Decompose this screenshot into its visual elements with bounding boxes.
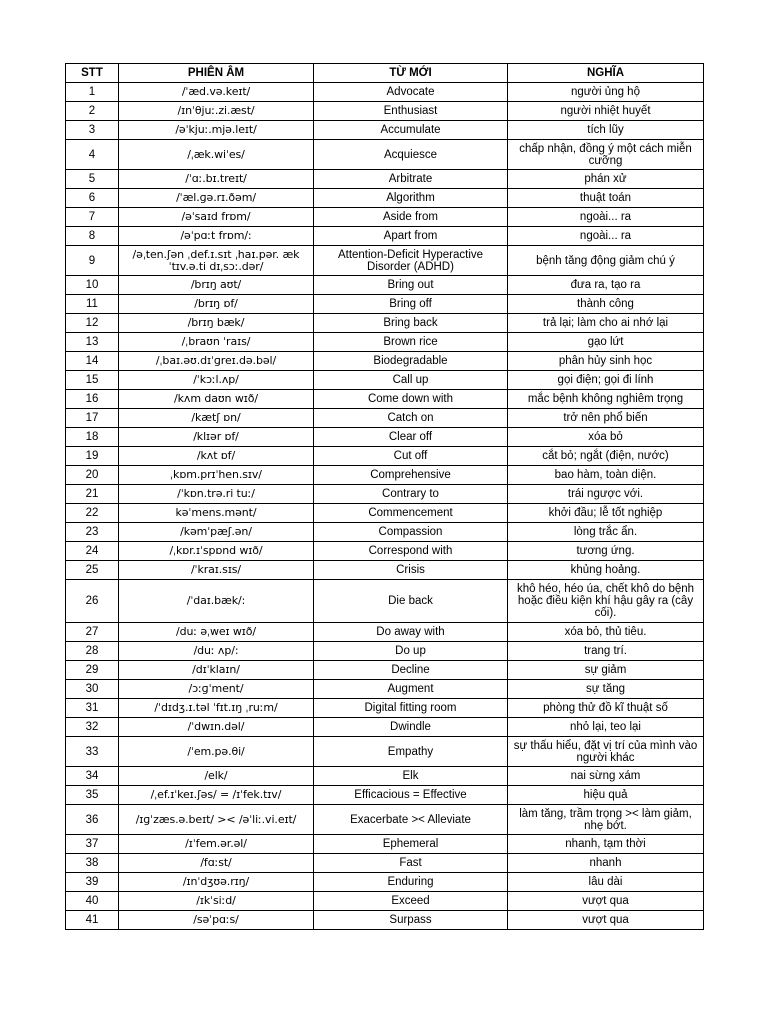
cell-meaning: sự thấu hiểu, đặt vị trí của mình vào người khác (508, 737, 704, 767)
cell-ipa: /elk/ (119, 767, 314, 786)
table-row (66, 295, 704, 314)
table-row (66, 409, 704, 428)
header-stt: STT (66, 64, 119, 83)
cell-ipa: /ɪkˈsiːd/ (119, 892, 314, 911)
cell-ipa: /ˈkɒn.trə.ri tuː/ (119, 485, 314, 504)
cell-ipa: /ˈdaɪ.bæk/: (119, 580, 314, 623)
cell-stt: 37 (66, 835, 119, 854)
cell-word: Accumulate (314, 121, 508, 140)
cell-ipa: /ˈdɪdʒ.ɪ.təl ˈfɪt.ɪŋ ˌruːm/ (119, 699, 314, 718)
table-row (66, 371, 704, 390)
cell-stt: 41 (66, 911, 119, 930)
table-row (66, 170, 704, 189)
cell-meaning: người nhiệt huyết (508, 102, 704, 121)
cell-word: Correspond with (314, 542, 508, 561)
table-row (66, 642, 704, 661)
cell-ipa: /duː əˌweɪ wɪð/ (119, 623, 314, 642)
cell-stt: 4 (66, 140, 119, 170)
cell-meaning: hiệu quả (508, 786, 704, 805)
cell-ipa: /əˈpɑːt frɒm/: (119, 227, 314, 246)
cell-word: Commencement (314, 504, 508, 523)
cell-stt: 23 (66, 523, 119, 542)
cell-meaning: gạo lứt (508, 333, 704, 352)
cell-stt: 16 (66, 390, 119, 409)
cell-ipa: /ɪnˈθjuː.zi.æst/ (119, 102, 314, 121)
cell-stt: 14 (66, 352, 119, 371)
cell-word: Decline (314, 661, 508, 680)
table-row (66, 718, 704, 737)
header-word: TỪ MỚI (314, 64, 508, 83)
cell-word: Acquiesce (314, 140, 508, 170)
cell-ipa: /brɪŋ bæk/ (119, 314, 314, 333)
cell-stt: 3 (66, 121, 119, 140)
cell-meaning: ngoài... ra (508, 227, 704, 246)
table-row (66, 227, 704, 246)
cell-meaning: thuật toán (508, 189, 704, 208)
cell-meaning: vượt qua (508, 892, 704, 911)
table-row (66, 352, 704, 371)
cell-word: Surpass (314, 911, 508, 930)
table-row (66, 485, 704, 504)
cell-word: Dwindle (314, 718, 508, 737)
cell-word: Crisis (314, 561, 508, 580)
cell-ipa: /əˈkjuː.mjə.leɪt/ (119, 121, 314, 140)
cell-ipa: /brɪŋ ɒf/ (119, 295, 314, 314)
table-body (66, 83, 704, 930)
cell-ipa: /ˈdwɪn.dəl/ (119, 718, 314, 737)
cell-stt: 38 (66, 854, 119, 873)
cell-stt: 28 (66, 642, 119, 661)
cell-word: Bring back (314, 314, 508, 333)
table-row (66, 246, 704, 276)
cell-word: Brown rice (314, 333, 508, 352)
cell-ipa: /klɪər ɒf/ (119, 428, 314, 447)
cell-stt: 9 (66, 246, 119, 276)
cell-meaning: tương ứng. (508, 542, 704, 561)
cell-stt: 2 (66, 102, 119, 121)
cell-ipa: /ˌkɒr.ɪˈspɒnd wɪð/ (119, 542, 314, 561)
cell-ipa: /ˌbaɪ.əʊ.dɪˈɡreɪ.də.bəl/ (119, 352, 314, 371)
cell-word: Enthusiast (314, 102, 508, 121)
cell-stt: 18 (66, 428, 119, 447)
cell-meaning: mắc bệnh không nghiêm trọng (508, 390, 704, 409)
cell-stt: 6 (66, 189, 119, 208)
table-row (66, 314, 704, 333)
cell-ipa: kəˈmens.mənt/ (119, 504, 314, 523)
cell-meaning: trang trí. (508, 642, 704, 661)
cell-meaning: gọi điện; gọi đi lính (508, 371, 704, 390)
table-row (66, 911, 704, 930)
cell-word: Cut off (314, 447, 508, 466)
cell-ipa: /ɪɡˈzæs.ə.beɪt/ >< /əˈliː.vi.eɪt/ (119, 805, 314, 835)
cell-ipa: /dɪˈklaɪn/ (119, 661, 314, 680)
cell-stt: 39 (66, 873, 119, 892)
table-row (66, 892, 704, 911)
cell-ipa: /kəmˈpæʃ.ən/ (119, 523, 314, 542)
cell-ipa: /duː ʌp/: (119, 642, 314, 661)
cell-stt: 34 (66, 767, 119, 786)
cell-word: Contrary to (314, 485, 508, 504)
cell-meaning: lâu dài (508, 873, 704, 892)
cell-meaning: trả lại; làm cho ai nhớ lại (508, 314, 704, 333)
cell-meaning: khô héo, héo úa, chết khô do bệnh hoặc điều kiện khí hậu gây ra (cây cối). (508, 580, 704, 623)
table-row (66, 580, 704, 623)
cell-stt: 5 (66, 170, 119, 189)
cell-word: Catch on (314, 409, 508, 428)
table-row (66, 140, 704, 170)
table-row (66, 428, 704, 447)
cell-meaning: phân hủy sinh học (508, 352, 704, 371)
cell-ipa: /ˈæl.ɡə.rɪ.ðəm/ (119, 189, 314, 208)
cell-meaning: chấp nhận, đồng ý một cách miễn cưỡng (508, 140, 704, 170)
cell-meaning: xóa bỏ, thủ tiêu. (508, 623, 704, 642)
cell-stt: 11 (66, 295, 119, 314)
cell-stt: 35 (66, 786, 119, 805)
cell-word: Aside from (314, 208, 508, 227)
cell-meaning: cắt bỏ; ngắt (điện, nước) (508, 447, 704, 466)
table-row (66, 447, 704, 466)
cell-stt: 33 (66, 737, 119, 767)
cell-ipa: /ˌbraʊn ˈraɪs/ (119, 333, 314, 352)
cell-word: Apart from (314, 227, 508, 246)
cell-stt: 25 (66, 561, 119, 580)
cell-meaning: khủng hoảng. (508, 561, 704, 580)
cell-word: Digital fitting room (314, 699, 508, 718)
cell-stt: 15 (66, 371, 119, 390)
cell-word: Algorithm (314, 189, 508, 208)
vocabulary-table (65, 63, 704, 930)
cell-ipa: /səˈpɑːs/ (119, 911, 314, 930)
cell-stt: 10 (66, 276, 119, 295)
table-row (66, 873, 704, 892)
table-row (66, 102, 704, 121)
cell-stt: 40 (66, 892, 119, 911)
cell-meaning: nhanh, tạm thời (508, 835, 704, 854)
cell-meaning: trái ngược với. (508, 485, 704, 504)
table-row (66, 786, 704, 805)
cell-meaning: nai sừng xám (508, 767, 704, 786)
table-row (66, 805, 704, 835)
cell-stt: 27 (66, 623, 119, 642)
cell-ipa: /ˌef.ɪˈkeɪ.ʃəs/ = /ɪˈfek.tɪv/ (119, 786, 314, 805)
cell-ipa: /əˌten.ʃən ˌdef.ɪ.sɪt ˌhaɪ.pər. ækˈtɪv.ə.ti dɪˌsɔː.dər/ (119, 246, 314, 276)
cell-word: Bring off (314, 295, 508, 314)
cell-word: Biodegradable (314, 352, 508, 371)
cell-stt: 8 (66, 227, 119, 246)
cell-meaning: tích lũy (508, 121, 704, 140)
cell-word: Ephemeral (314, 835, 508, 854)
table-row (66, 767, 704, 786)
cell-word: Call up (314, 371, 508, 390)
cell-ipa: /ɔːɡˈment/ (119, 680, 314, 699)
cell-ipa: /ɪˈfem.ər.əl/ (119, 835, 314, 854)
cell-ipa: /əˈsaɪd frɒm/ (119, 208, 314, 227)
cell-meaning: phòng thử đồ kĩ thuật số (508, 699, 704, 718)
table-row (66, 121, 704, 140)
cell-stt: 17 (66, 409, 119, 428)
cell-stt: 22 (66, 504, 119, 523)
cell-ipa: /ˈæd.və.keɪt/ (119, 83, 314, 102)
cell-ipa: /ˈkraɪ.sɪs/ (119, 561, 314, 580)
cell-stt: 21 (66, 485, 119, 504)
table-row (66, 390, 704, 409)
table-header-row (66, 64, 704, 83)
cell-meaning: thành công (508, 295, 704, 314)
table-row (66, 523, 704, 542)
cell-word: Do up (314, 642, 508, 661)
table-row (66, 661, 704, 680)
cell-word: Elk (314, 767, 508, 786)
cell-ipa: /fɑːst/ (119, 854, 314, 873)
cell-word: Advocate (314, 83, 508, 102)
cell-meaning: trở nên phổ biến (508, 409, 704, 428)
cell-word: Bring out (314, 276, 508, 295)
cell-meaning: làm tăng, trầm trọng >< làm giảm, nhẹ bớt. (508, 805, 704, 835)
cell-meaning: nhỏ lại, teo lại (508, 718, 704, 737)
cell-word: Attention-Deficit Hyperactive Disorder (ADHD) (314, 246, 508, 276)
table-row (66, 623, 704, 642)
table-row (66, 561, 704, 580)
cell-word: Efficacious = Effective (314, 786, 508, 805)
cell-ipa: ˌkɒm.prɪˈhen.sɪv/ (119, 466, 314, 485)
cell-meaning: nhanh (508, 854, 704, 873)
cell-ipa: /kʌm daʊn wɪð/ (119, 390, 314, 409)
cell-ipa: /ɪnˈdʒʊə.rɪŋ/ (119, 873, 314, 892)
table-row (66, 680, 704, 699)
cell-stt: 1 (66, 83, 119, 102)
cell-word: Compassion (314, 523, 508, 542)
cell-ipa: /ˈkɔːl.ʌp/ (119, 371, 314, 390)
cell-word: Comprehensive (314, 466, 508, 485)
table-row (66, 466, 704, 485)
cell-meaning: sự tăng (508, 680, 704, 699)
cell-meaning: người ủng hộ (508, 83, 704, 102)
table-row (66, 737, 704, 767)
table-row (66, 835, 704, 854)
cell-ipa: /kætʃ ɒn/ (119, 409, 314, 428)
cell-word: Clear off (314, 428, 508, 447)
cell-stt: 19 (66, 447, 119, 466)
cell-ipa: /kʌt ɒf/ (119, 447, 314, 466)
cell-meaning: xóa bỏ (508, 428, 704, 447)
header-ipa: PHIÊN ÂM (119, 64, 314, 83)
cell-stt: 13 (66, 333, 119, 352)
cell-ipa: /ˌæk.wiˈes/ (119, 140, 314, 170)
cell-stt: 20 (66, 466, 119, 485)
cell-meaning: vượt qua (508, 911, 704, 930)
cell-meaning: phán xử (508, 170, 704, 189)
cell-word: Exacerbate >< Alleviate (314, 805, 508, 835)
cell-meaning: bao hàm, toàn diện. (508, 466, 704, 485)
cell-ipa: /ˈem.pə.θi/ (119, 737, 314, 767)
cell-word: Exceed (314, 892, 508, 911)
table-row (66, 208, 704, 227)
cell-meaning: lòng trắc ẩn. (508, 523, 704, 542)
cell-word: Augment (314, 680, 508, 699)
table-row (66, 504, 704, 523)
cell-meaning: sự giảm (508, 661, 704, 680)
cell-stt: 36 (66, 805, 119, 835)
cell-stt: 32 (66, 718, 119, 737)
cell-ipa: /brɪŋ aʊt/ (119, 276, 314, 295)
cell-stt: 24 (66, 542, 119, 561)
cell-meaning: bệnh tăng động giảm chú ý (508, 246, 704, 276)
table-row (66, 189, 704, 208)
table-row (66, 699, 704, 718)
cell-meaning: đưa ra, tạo ra (508, 276, 704, 295)
cell-word: Come down with (314, 390, 508, 409)
cell-meaning: khởi đầu; lễ tốt nghiệp (508, 504, 704, 523)
table-row (66, 276, 704, 295)
cell-word: Fast (314, 854, 508, 873)
table-row (66, 83, 704, 102)
cell-stt: 30 (66, 680, 119, 699)
cell-meaning: ngoài... ra (508, 208, 704, 227)
cell-stt: 7 (66, 208, 119, 227)
cell-stt: 31 (66, 699, 119, 718)
cell-word: Do away with (314, 623, 508, 642)
table-row (66, 333, 704, 352)
table-row (66, 854, 704, 873)
cell-word: Arbitrate (314, 170, 508, 189)
cell-stt: 12 (66, 314, 119, 333)
cell-ipa: /ˈɑː.bɪ.treɪt/ (119, 170, 314, 189)
cell-word: Die back (314, 580, 508, 623)
cell-word: Enduring (314, 873, 508, 892)
cell-stt: 29 (66, 661, 119, 680)
header-meaning: NGHĨA (508, 64, 704, 83)
cell-word: Empathy (314, 737, 508, 767)
cell-stt: 26 (66, 580, 119, 623)
table-row (66, 542, 704, 561)
